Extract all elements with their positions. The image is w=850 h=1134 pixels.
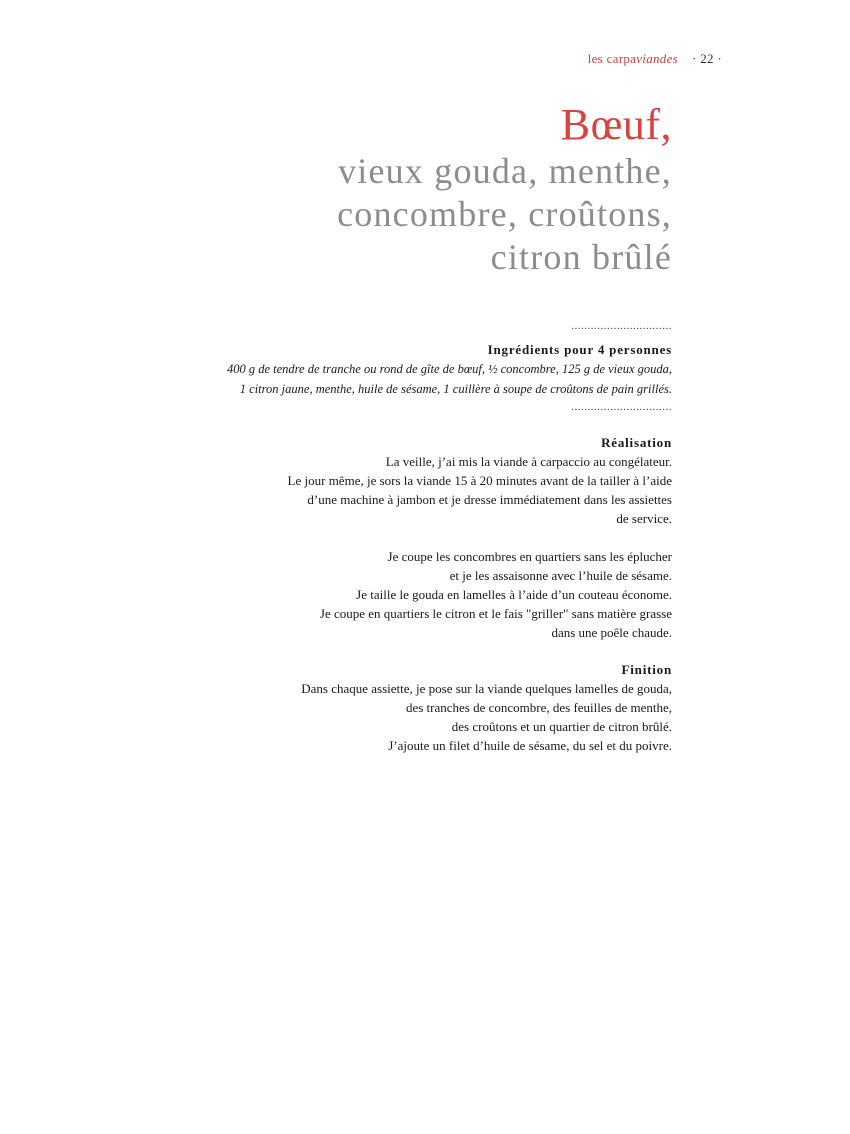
recipe-subtitle-line: vieux gouda, menthe, bbox=[338, 151, 672, 191]
text-line: d’une machine à jambon et je dresse immédiatement dans les assiettes bbox=[307, 492, 672, 507]
chapter-title-prefix: les carpa bbox=[587, 51, 637, 66]
recipe-title: Bœuf, bbox=[560, 100, 672, 149]
text-line: La veille, j’ai mis la viande à carpaccio au congélateur. bbox=[385, 454, 672, 469]
ingredients-list bbox=[112, 359, 672, 399]
recipe-title-block bbox=[112, 100, 672, 279]
text-line: Je coupe les concombres en quartiers sans les éplucher bbox=[387, 549, 672, 564]
text-line: et je les assaisonne avec l’huile de sésame. bbox=[449, 568, 672, 583]
paragraph-gap bbox=[112, 528, 672, 547]
ingredients-heading: Ingrédients pour 4 personnes bbox=[487, 342, 672, 357]
text-line: Je coupe en quartiers le citron et le fais "griller" sans matière grasse bbox=[319, 606, 672, 621]
recipe-body bbox=[112, 318, 672, 755]
realisation-paragraph-1 bbox=[112, 452, 672, 528]
text-line: J’ajoute un filet d’huile de sésame, du sel et du poivre. bbox=[388, 738, 672, 753]
text-line: des tranches de concombre, des feuilles de menthe, bbox=[405, 700, 672, 715]
recipe-subtitle-line: citron brûlé bbox=[490, 237, 672, 277]
ingredients-line: 1 citron jaune, menthe, huile de sésame, 1 cuillère à soupe de croûtons de pain grillés. bbox=[239, 382, 672, 396]
text-line: de service. bbox=[616, 511, 672, 526]
text-line: Dans chaque assiette, je pose sur la viande quelques lamelles de gouda, bbox=[301, 681, 672, 696]
separator-top: ............................... bbox=[571, 320, 672, 332]
ingredients-line: 400 g de tendre de tranche ou rond de gîte de bœuf, ½ concombre, 125 g de vieux gouda, bbox=[226, 362, 672, 376]
finition-heading: Finition bbox=[621, 662, 672, 677]
finition-paragraph bbox=[112, 679, 672, 755]
recipe-subtitle-line: concombre, croûtons, bbox=[337, 194, 672, 234]
chapter-title-suffix: viandes bbox=[636, 51, 679, 66]
chapter-title bbox=[588, 51, 678, 66]
text-line: des croûtons et un quartier de citron brûlé. bbox=[451, 719, 672, 734]
text-line: Je taille le gouda en lamelles à l’aide d’un couteau économe. bbox=[356, 587, 672, 602]
text-line: dans une poêle chaude. bbox=[551, 625, 672, 640]
running-header bbox=[588, 51, 722, 67]
separator-bottom: ............................... bbox=[571, 401, 672, 413]
page-number: · 22 · bbox=[692, 51, 722, 66]
text-line: Le jour même, je sors la viande 15 à 20 minutes avant de la tailler à l’aide bbox=[287, 473, 672, 488]
recipe-subtitle bbox=[112, 150, 672, 279]
realisation-heading: Réalisation bbox=[601, 435, 672, 450]
realisation-paragraph-2 bbox=[112, 547, 672, 642]
